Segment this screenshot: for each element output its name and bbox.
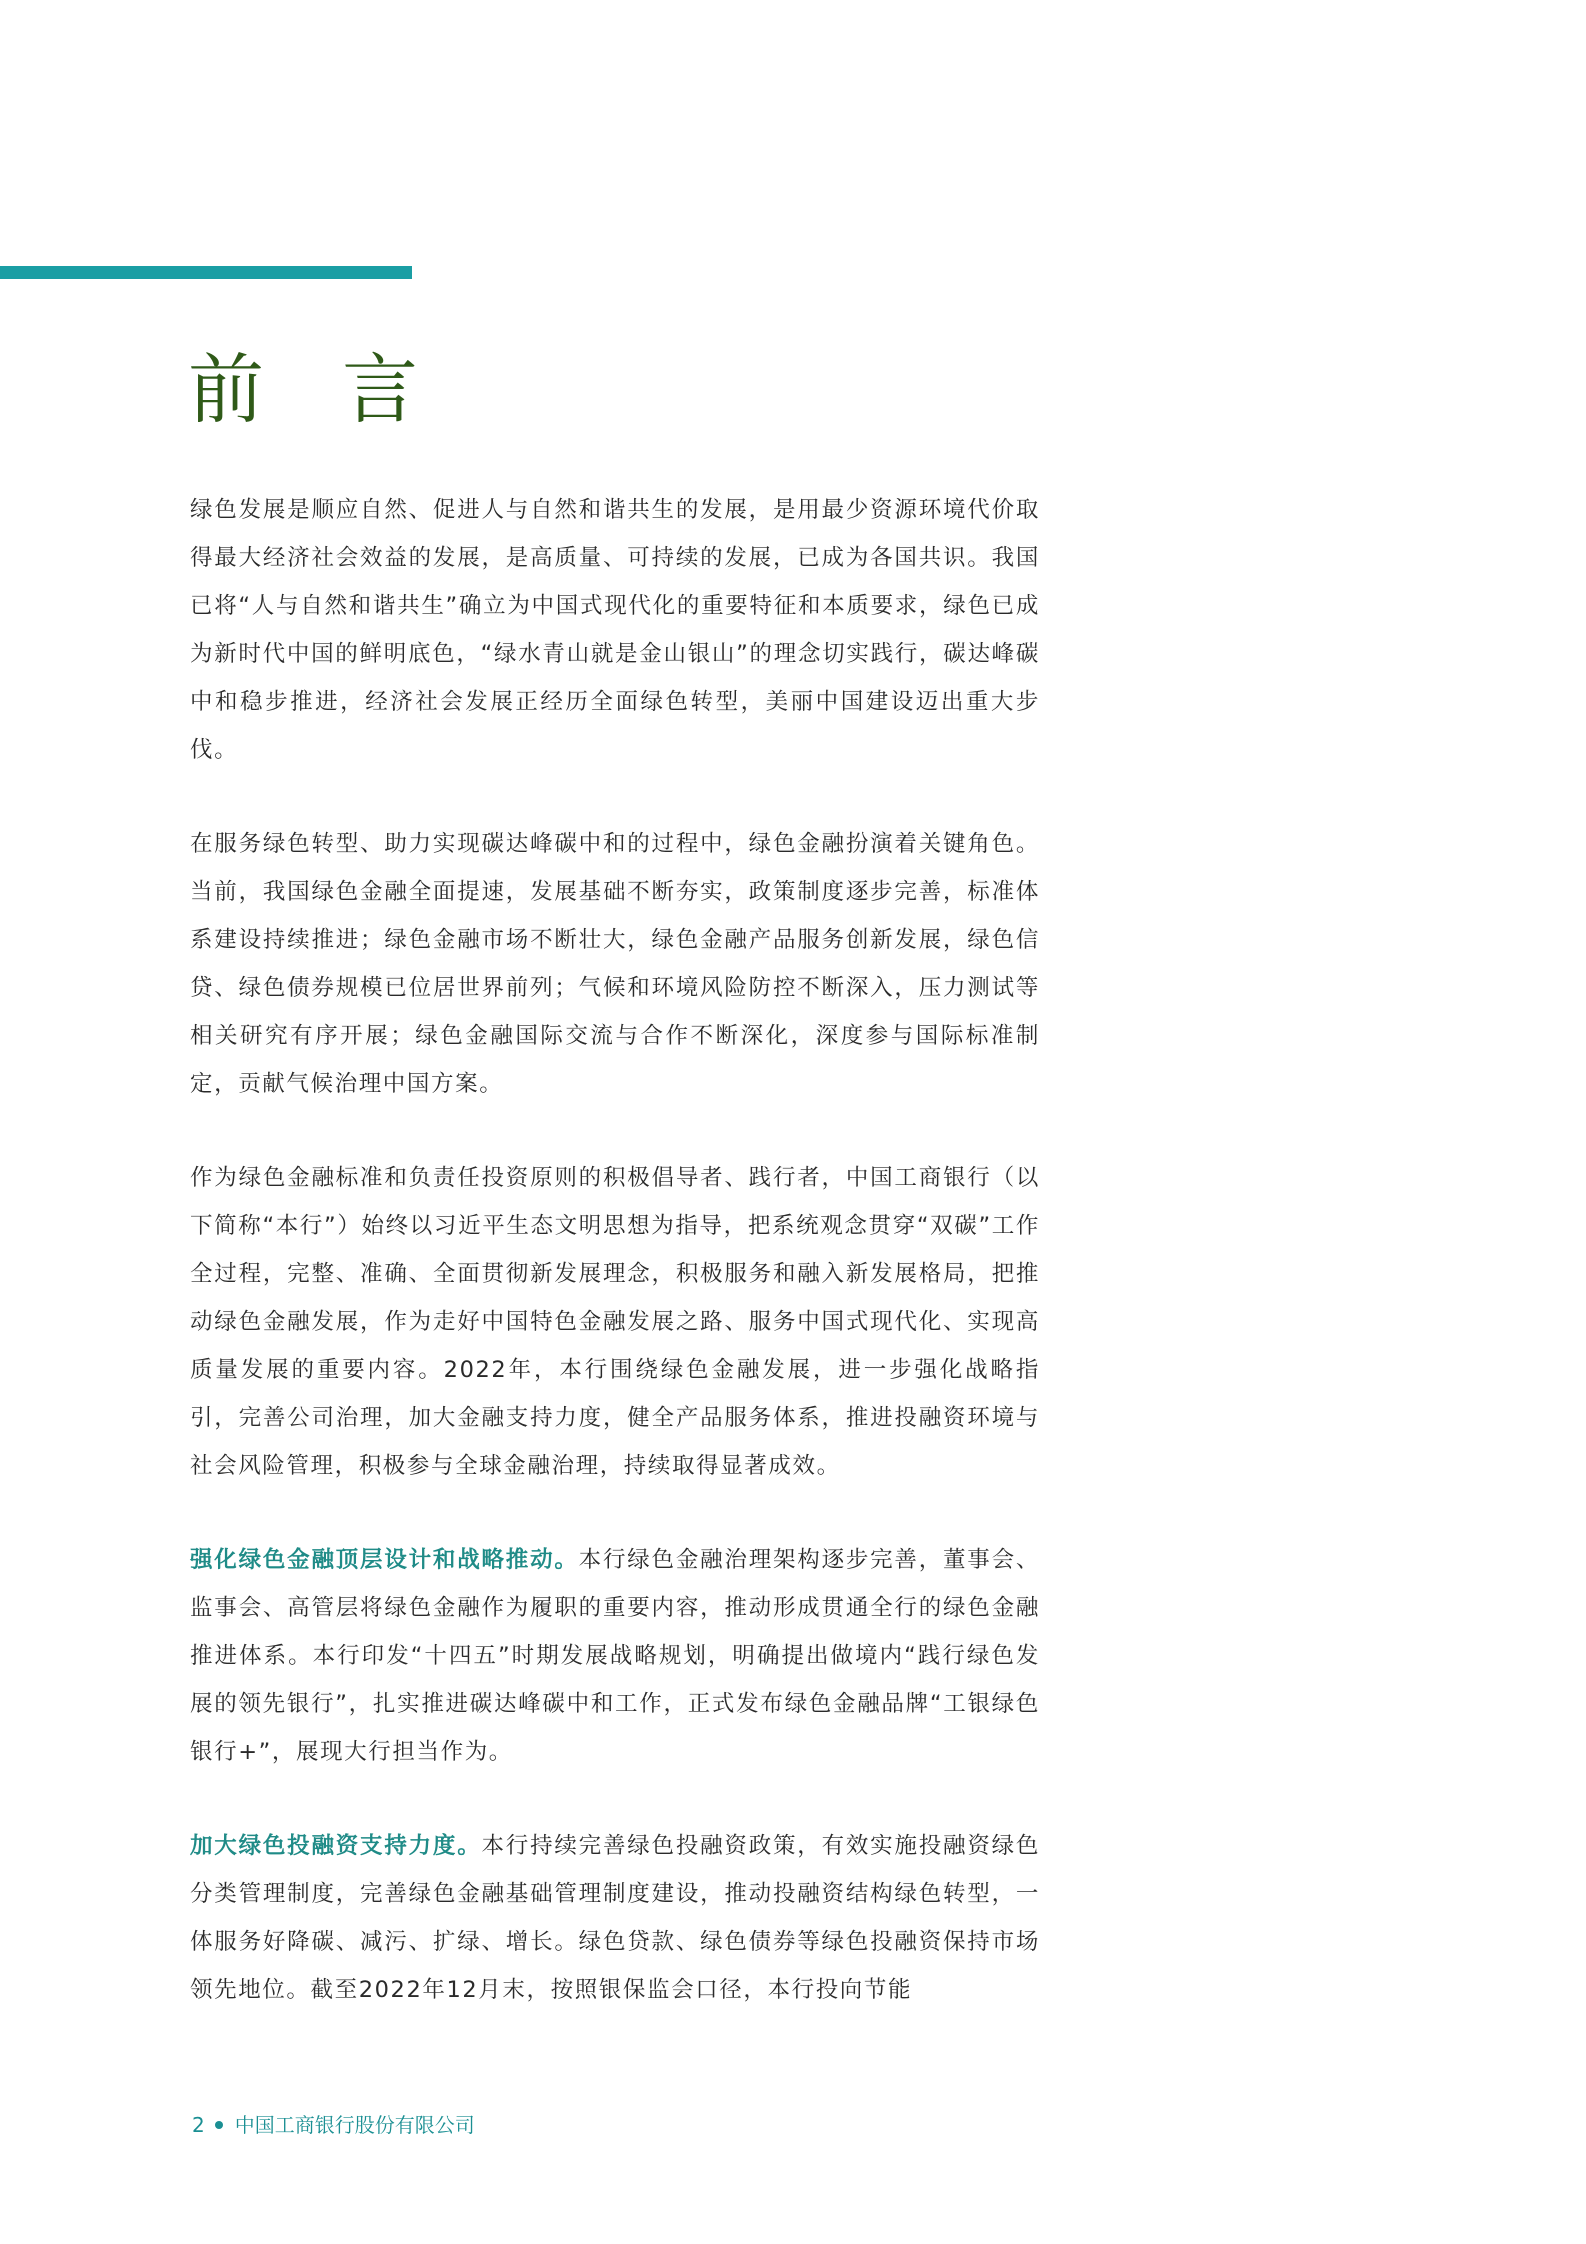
paragraph-4: [190, 1536, 1040, 1776]
accent-bar: [0, 266, 412, 279]
footer-org-name: 中国工商银行股份有限公司: [234, 2113, 475, 2137]
paragraph-3: [190, 1154, 1040, 1490]
page-footer: [192, 2110, 475, 2140]
title-char-1: 前: [188, 345, 342, 434]
paragraph-5: [190, 1822, 1040, 2014]
paragraph-1: [190, 486, 1040, 774]
paragraph-2: [190, 820, 1040, 1108]
body-content: [190, 486, 1040, 2060]
paragraph-lead: 加大绿色投融资支持力度。: [190, 1833, 482, 1859]
page-number: 2: [192, 2113, 205, 2137]
bullet-dot-icon: [215, 2121, 223, 2129]
paragraph-text: 本行持续完善绿色投融资政策，有效实施投融资绿色分类管理制度，完善绿色金融基础管理制度建设，推动投融资结构绿色转型，一体服务好降碳、减污、扩绿、增长。绿色贷款、绿色债券等绿色投融资保持市场领先地位。截至2022年12月末，按照银保监会口径，本行投向节能: [190, 1833, 1040, 2003]
paragraph-text: 本行绿色金融治理架构逐步完善，董事会、监事会、高管层将绿色金融作为履职的重要内容，推动形成贯通全行的绿色金融推进体系。本行印发“十四五”时期发展战略规划，明确提出做境内“践行绿色发展的领先银行”，扎实推进碳达峰碳中和工作，正式发布绿色金融品牌“工银绿色银行+”，展现大行担当作为。: [190, 1547, 1040, 1765]
paragraph-text: 绿色发展是顺应自然、促进人与自然和谐共生的发展，是用最少资源环境代价取得最大经济社会效益的发展，是高质量、可持续的发展，已成为各国共识。我国已将“人与自然和谐共生”确立为中国式现代化的重要特征和本质要求，绿色已成为新时代中国的鲜明底色，“绿水青山就是金山银山”的理念切实践行，碳达峰碳中和稳步推进，经济社会发展正经历全面绿色转型，美丽中国建设迈出重大步伐。: [190, 497, 1040, 763]
title-char-2: 言: [342, 345, 418, 434]
paragraph-text: 作为绿色金融标准和负责任投资原则的积极倡导者、践行者，中国工商银行（以下简称“本行”）始终以习近平生态文明思想为指导，把系统观念贯穿“双碳”工作全过程，完整、准确、全面贯彻新发展理念，积极服务和融入新发展格局，把推动绿色金融发展，作为走好中国特色金融发展之路、服务中国式现代化、实现高质量发展的重要内容。2022年，本行围绕绿色金融发展，进一步强化战略指引，完善公司治理，加大金融支持力度，健全产品服务体系，推进投融资环境与社会风险管理，积极参与全球金融治理，持续取得显著成效。: [190, 1165, 1040, 1479]
page-title: [188, 345, 418, 435]
paragraph-text: 在服务绿色转型、助力实现碳达峰碳中和的过程中，绿色金融扮演着关键角色。当前，我国绿色金融全面提速，发展基础不断夯实，政策制度逐步完善，标准体系建设持续推进；绿色金融市场不断壮大，绿色金融产品服务创新发展，绿色信贷、绿色债券规模已位居世界前列；气候和环境风险防控不断深入，压力测试等相关研究有序开展；绿色金融国际交流与合作不断深化，深度参与国际标准制定，贡献气候治理中国方案。: [190, 831, 1040, 1097]
paragraph-lead: 强化绿色金融顶层设计和战略推动。: [190, 1547, 579, 1573]
